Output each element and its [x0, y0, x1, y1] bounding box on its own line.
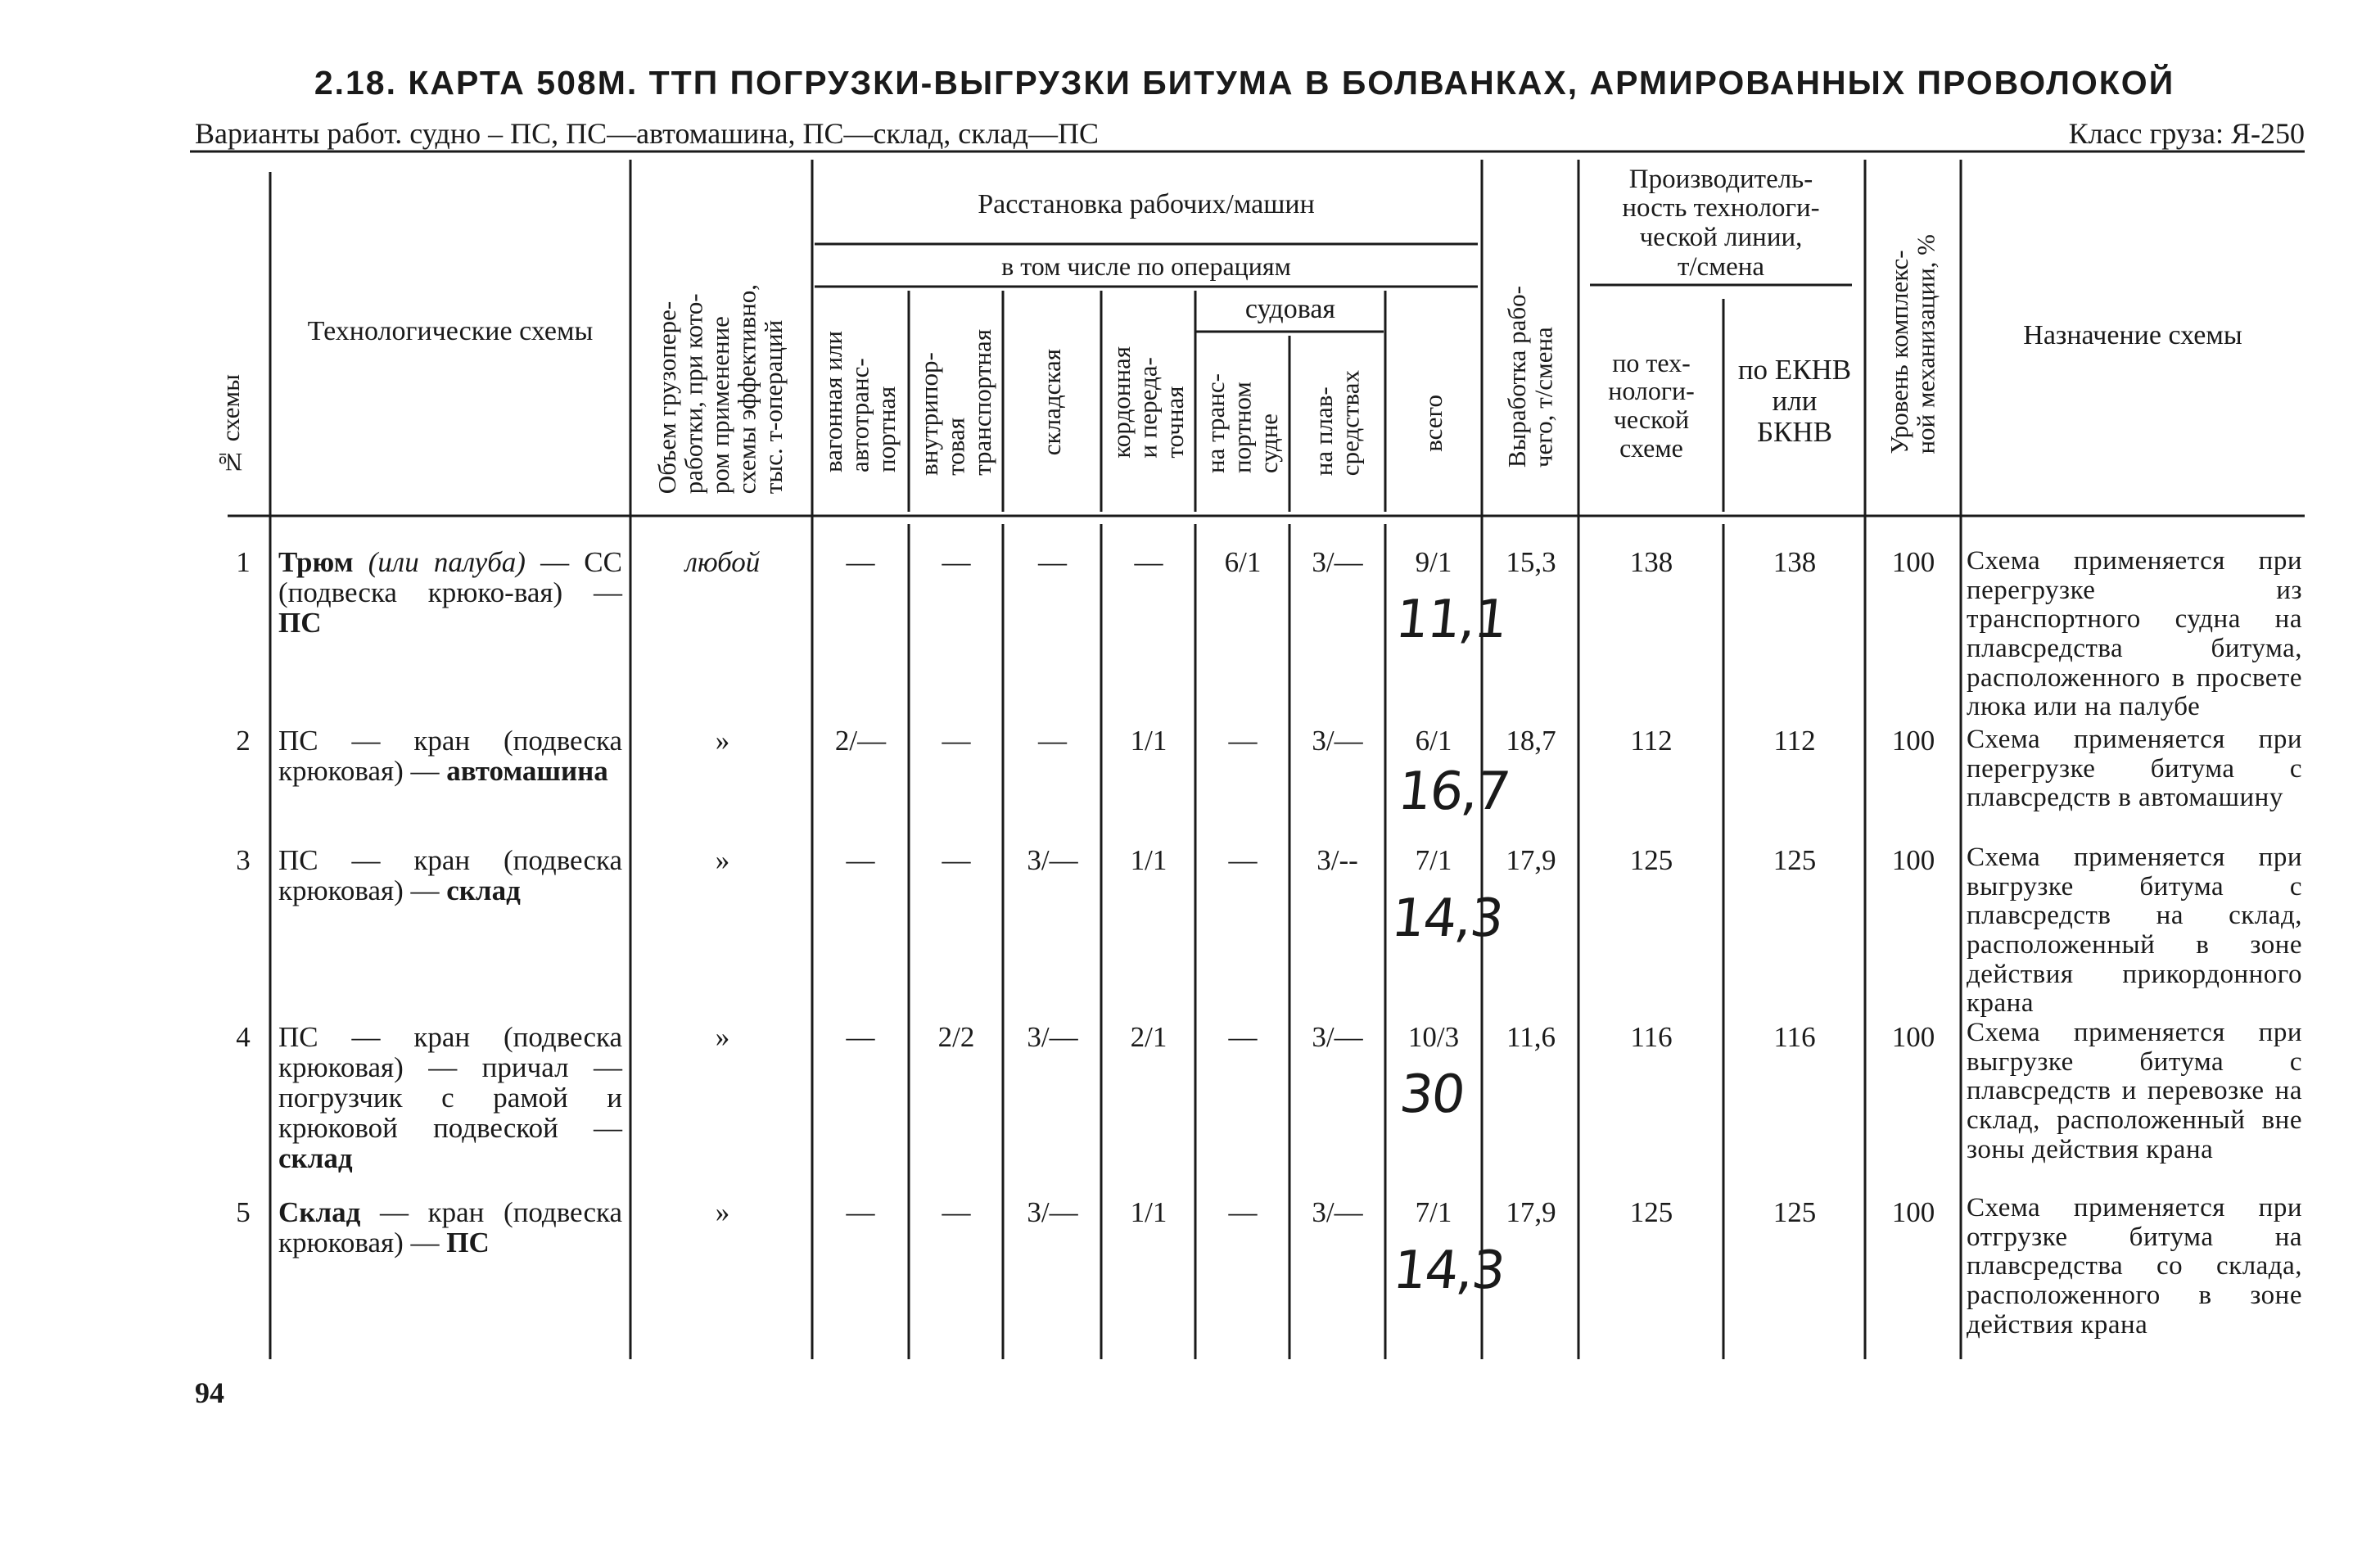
handwritten-note: 30 — [1397, 1064, 1467, 1125]
warehouse-value: 3/— — [1027, 1021, 1078, 1053]
output-value: 17,9 — [1506, 844, 1556, 876]
volume-value: » — [715, 725, 730, 757]
header-kordon: кордонная и переда- точная — [1107, 346, 1190, 459]
scheme-description: Склад — кран (подвеска крюковая) — ПС — [278, 1196, 622, 1259]
header-purpose: Назначение схемы — [2023, 319, 2242, 350]
floating-value: 3/— — [1312, 1021, 1363, 1053]
transport-ship-value: — — [1228, 1021, 1258, 1053]
prod-scheme-value: 138 — [1629, 546, 1673, 578]
header-workers-placement: Расстановка рабочих/машин — [978, 188, 1315, 219]
floating-value: 3/— — [1312, 1196, 1363, 1228]
prod-ekhv-value: 125 — [1773, 1196, 1817, 1228]
header-tech-schemes: Технологические схемы — [307, 315, 594, 346]
intraport-value: — — [942, 1196, 971, 1228]
purpose-text: Схема применяется при перегрузке битума с плавсредств в автомашину — [1967, 725, 2302, 813]
scheme-description: Трюм (или палуба) — СС (подвеска крюко-вая) — ПС — [278, 546, 622, 639]
header-warehouse: складская — [1037, 348, 1067, 456]
mechanization-value: 100 — [1891, 1021, 1935, 1053]
prod-scheme-value: 125 — [1629, 844, 1673, 876]
header-mechanization: Уровень комплекс- ной механизации, % — [1885, 233, 1940, 454]
volume-value: любой — [684, 546, 761, 578]
header-by-ekhv: по ЕКНВ или БКНВ — [1737, 354, 1852, 448]
warehouse-value: 3/— — [1027, 1196, 1078, 1228]
total-value: 7/1 — [1415, 1196, 1452, 1228]
row-number: 2 — [236, 725, 251, 757]
scheme-description: ПС — кран (подвеска крюковая) — склад — [278, 844, 622, 907]
wagon-value: — — [846, 546, 875, 578]
intraport-value: — — [942, 546, 971, 578]
header-by-tech-scheme: по тех- нологи- ческой схеме — [1608, 347, 1695, 463]
row-number: 3 — [236, 844, 251, 876]
volume-value: » — [715, 1021, 730, 1053]
scheme-description: ПС — кран (подвеска крюковая) — автомашина — [278, 725, 622, 788]
floating-value: 3/— — [1312, 725, 1363, 757]
prod-scheme-value: 112 — [1630, 725, 1673, 757]
prod-scheme-value: 116 — [1630, 1021, 1673, 1053]
header-volume: Объем грузопере- работки, при кото- ром применение схемы эффективно, тыс. т-операций — [652, 283, 788, 495]
wagon-value: — — [846, 1021, 875, 1053]
page-title: 2.18. КАРТА 508М. ТТП ПОГРУЗКИ-ВЫГРУЗКИ БИТУМА В БОЛВАНКАХ, АРМИРОВАННЫХ ПРОВОЛОКОЙ — [314, 64, 2175, 102]
purpose-text: Схема применяется при перегрузке из транспортного судна на плавсредства битума, расположенного в просвете люка или на палубе — [1967, 546, 2302, 722]
row-number: 5 — [236, 1196, 251, 1228]
purpose-text: Схема применяется при отгрузке битума на плавсредства со склада, расположенного в зоне действия крана — [1967, 1193, 2302, 1340]
intraport-value: 2/2 — [937, 1021, 975, 1053]
header-by-operations: в том числе по операциям — [1001, 251, 1291, 281]
output-value: 15,3 — [1506, 546, 1556, 578]
header-total: всего — [1418, 395, 1447, 452]
purpose-text: Схема применяется при выгрузке битума с плавсредств и перевозке на склад, расположенный вне зоны действия крана — [1967, 1018, 2302, 1164]
scheme-description: ПС — кран (подвеска крюковая) — причал — погрузчик с рамой и крюковой подвеской — склад — [278, 1021, 622, 1175]
header-productivity: Производитель- ность технологи- ческой линии, т/смена — [1622, 164, 1820, 282]
mechanization-value: 100 — [1891, 844, 1935, 876]
handwritten-note: 11,1 — [1393, 590, 1510, 650]
wagon-value: — — [846, 1196, 875, 1228]
kordon-value: — — [1134, 546, 1163, 578]
handwritten-note: 14,3 — [1389, 888, 1506, 949]
prod-ekhv-value: 116 — [1773, 1021, 1816, 1053]
volume-value: » — [715, 844, 730, 876]
prod-ekhv-value: 138 — [1773, 546, 1817, 578]
header-scheme-no: № схемы — [215, 374, 245, 477]
header-output: Выработка рабо- чего, т/смена — [1502, 285, 1558, 468]
volume-value: » — [715, 1196, 730, 1228]
work-variants: Варианты работ. судно – ПС, ПС—автомашина, ПС—склад, склад—ПС — [195, 117, 1099, 150]
transport-ship-value: 6/1 — [1224, 546, 1262, 578]
intraport-value: — — [942, 725, 971, 757]
cargo-class: Класс груза: Я-250 — [2068, 117, 2305, 150]
kordon-value: 1/1 — [1130, 725, 1167, 757]
mechanization-value: 100 — [1891, 546, 1935, 578]
output-value: 18,7 — [1506, 725, 1556, 757]
row-number: 1 — [236, 546, 251, 578]
kordon-value: 1/1 — [1130, 1196, 1167, 1228]
mechanization-value: 100 — [1891, 725, 1935, 757]
handwritten-note: 16,7 — [1395, 761, 1512, 822]
header-ship-group: судовая — [1244, 293, 1336, 324]
kordon-value: 2/1 — [1130, 1021, 1167, 1053]
intraport-value: — — [942, 844, 971, 876]
header-on-transport-ship: на транс- портном судне — [1201, 373, 1284, 473]
warehouse-value: 3/— — [1027, 844, 1078, 876]
floating-value: 3/— — [1312, 546, 1363, 578]
purpose-text: Схема применяется при выгрузке битума с плавсредств на склад, расположенный в зоне действия прикордонного крана — [1967, 843, 2302, 1019]
output-value: 17,9 — [1506, 1196, 1556, 1228]
warehouse-value: — — [1038, 546, 1067, 578]
prod-ekhv-value: 112 — [1773, 725, 1816, 757]
mechanization-value: 100 — [1891, 1196, 1935, 1228]
page-number: 94 — [195, 1376, 224, 1409]
wagon-value: 2/— — [834, 725, 887, 757]
prod-ekhv-value: 125 — [1773, 844, 1817, 876]
warehouse-value: — — [1038, 725, 1067, 757]
total-value: 6/1 — [1415, 725, 1452, 757]
header-wagon: вагонная или автотранс- портная — [819, 331, 901, 473]
wagon-value: — — [846, 844, 875, 876]
row-number: 4 — [236, 1021, 251, 1053]
prod-scheme-value: 125 — [1629, 1196, 1673, 1228]
header-on-floating: на плав- средствах — [1308, 370, 1365, 477]
total-value: 7/1 — [1415, 844, 1452, 876]
transport-ship-value: — — [1228, 844, 1258, 876]
total-value: 10/3 — [1407, 1021, 1460, 1053]
total-value: 9/1 — [1415, 546, 1452, 578]
transport-ship-value: — — [1228, 1196, 1258, 1228]
transport-ship-value: — — [1228, 725, 1258, 757]
kordon-value: 1/1 — [1130, 844, 1167, 876]
floating-value: 3/-- — [1316, 844, 1358, 876]
output-value: 11,6 — [1506, 1021, 1556, 1053]
handwritten-note: 14,3 — [1390, 1240, 1507, 1301]
header-intraport: внутрипор- товая транспортная — [915, 328, 997, 476]
